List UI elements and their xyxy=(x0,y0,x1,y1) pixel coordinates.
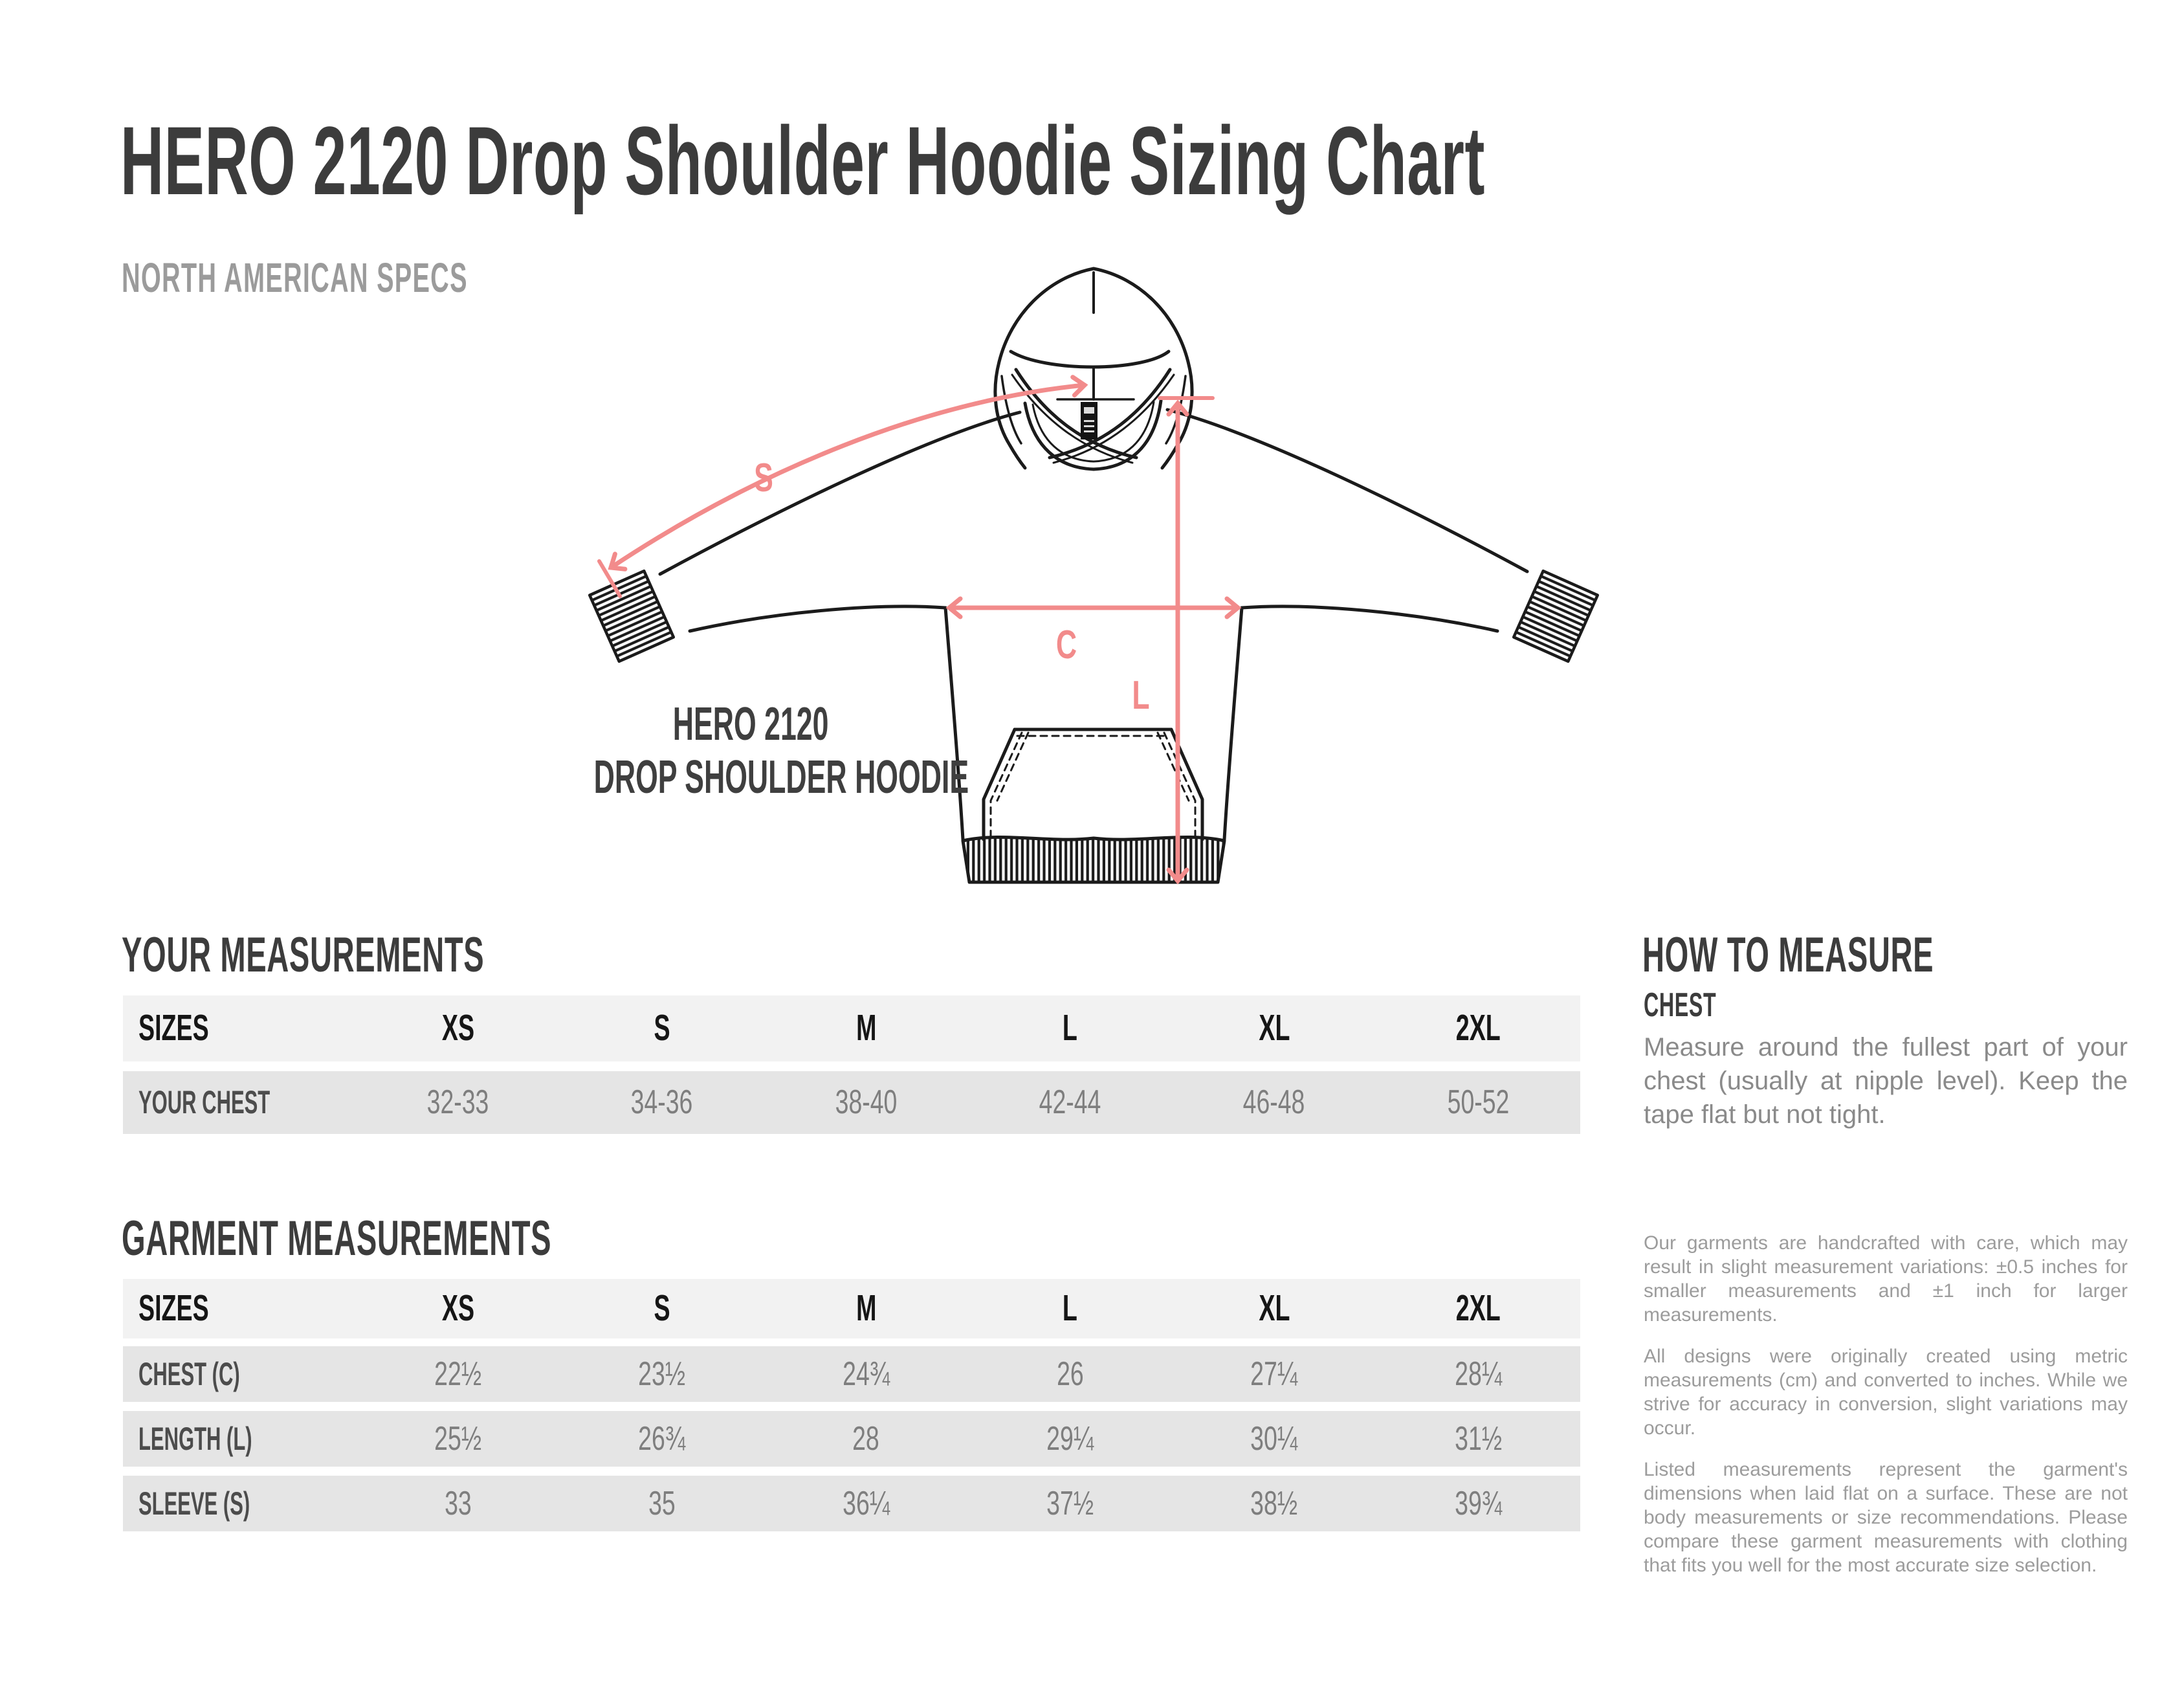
cell-value: 26¾ xyxy=(638,1419,686,1458)
cell-value: 30¼ xyxy=(1250,1419,1298,1458)
cell-value: 50-52 xyxy=(1447,1083,1510,1122)
cell-value: 23½ xyxy=(638,1355,686,1393)
column-header: M xyxy=(855,1287,876,1329)
cell-value: 27¼ xyxy=(1250,1355,1298,1393)
column-header: SIZES xyxy=(138,1007,209,1049)
your-measurements-header-row xyxy=(123,995,1580,1061)
garment-measurements-heading: GARMENT MEASUREMENTS xyxy=(122,1211,552,1266)
row-label: LENGTH (L) xyxy=(138,1420,252,1457)
column-header: XS xyxy=(441,1007,474,1049)
measurement-arrows xyxy=(599,385,1238,881)
page-subtitle: NORTH AMERICAN SPECS xyxy=(122,254,468,301)
how-to-measure-heading: HOW TO MEASURE xyxy=(1642,927,1934,983)
length-letter: L xyxy=(1132,672,1150,718)
cell-value: 39¾ xyxy=(1454,1484,1502,1522)
page-title xyxy=(120,106,2184,215)
column-header: M xyxy=(855,1007,876,1049)
column-header: XL xyxy=(1258,1007,1290,1049)
how-to-measure-body: Measure around the fullest part of your chest (usually at nipple level). Keep the tape flat but not tight. xyxy=(1644,1033,2128,1129)
your-chest-row xyxy=(123,1071,1580,1134)
column-header: XL xyxy=(1258,1287,1290,1329)
collar-brand-tag xyxy=(1081,402,1098,439)
cell-value: 42-44 xyxy=(1039,1083,1101,1122)
page-title-text: HERO 2120 Drop Shoulder Hoodie Sizing Chart xyxy=(120,106,1486,215)
column-header: 2XL xyxy=(1455,1007,1501,1049)
notes-block xyxy=(1644,1231,2128,1595)
note-paragraph: All designs were originally created using metric measurements (cm) and converted to inches. While we strive for accuracy in conversion, slight variations may occur. xyxy=(1644,1346,2128,1439)
cell-value: 29¼ xyxy=(1046,1419,1094,1458)
column-header: 2XL xyxy=(1455,1287,1501,1329)
your-measurements-heading: YOUR MEASUREMENTS xyxy=(122,927,485,983)
cell-value: 38-40 xyxy=(835,1083,898,1122)
hoodie-diagram xyxy=(563,243,1663,935)
cell-value: 33 xyxy=(444,1484,472,1522)
note-paragraph: Our garments are handcrafted with care, which may result in slight measurement variations: ±0.5 inches for smaller measurements and ±1 inch for larger measurements. xyxy=(1644,1232,2128,1326)
chest-row xyxy=(123,1346,1580,1402)
cell-value: 38½ xyxy=(1250,1484,1298,1522)
length-row xyxy=(123,1411,1580,1467)
column-header: S xyxy=(654,1287,670,1329)
cell-value: 28¼ xyxy=(1454,1355,1502,1393)
diagram-caption-line1: HERO 2120 xyxy=(672,698,829,750)
cell-value: 26 xyxy=(1056,1355,1084,1393)
row-label: SLEEVE (S) xyxy=(138,1485,250,1522)
sleeve-letter: S xyxy=(754,455,773,500)
cell-value: 36¼ xyxy=(842,1484,890,1522)
cell-value: 31½ xyxy=(1454,1419,1502,1458)
diagram-caption-line2: DROP SHOULDER HOODIE xyxy=(593,751,969,803)
cell-value: 46-48 xyxy=(1243,1083,1305,1122)
sleeve-row xyxy=(123,1476,1580,1531)
cell-value: 25½ xyxy=(434,1419,482,1458)
note-paragraph: Listed measurements represent the garment's dimensions when laid flat on a surface. These are not body measurements or size recommendations. Please compare these garment measurements with clothing that fits you well for the most accurate size selection. xyxy=(1644,1459,2128,1576)
column-header: XS xyxy=(441,1287,474,1329)
column-header: L xyxy=(1063,1287,1078,1329)
cell-value: 34-36 xyxy=(631,1083,693,1122)
cell-value: 28 xyxy=(852,1419,880,1458)
cell-value: 32-33 xyxy=(426,1083,489,1122)
cell-value: 22½ xyxy=(434,1355,482,1393)
how-to-measure-subheading: CHEST xyxy=(1644,986,1717,1024)
cell-value: 35 xyxy=(648,1484,676,1522)
row-label: CHEST (C) xyxy=(138,1355,240,1392)
diagram-caption xyxy=(479,698,1022,804)
row-label: YOUR CHEST xyxy=(138,1084,270,1121)
cell-value: 37½ xyxy=(1046,1484,1094,1522)
garment-measurements-header-row xyxy=(123,1279,1580,1338)
column-header: SIZES xyxy=(138,1287,209,1329)
column-header: S xyxy=(654,1007,670,1049)
column-header: L xyxy=(1063,1007,1078,1049)
chest-letter: C xyxy=(1055,622,1077,667)
cell-value: 24¾ xyxy=(842,1355,890,1393)
